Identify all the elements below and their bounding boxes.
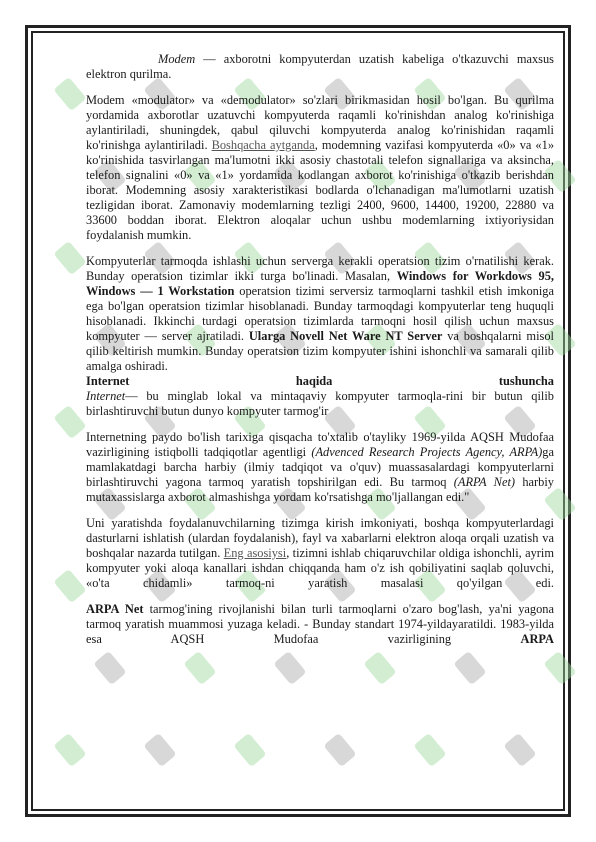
document-body xyxy=(86,52,554,658)
paragraph-internet-definition: Internet— bu minglab lokal va mintaqaviy kompyuter tarmoqla-rini bir butun qilib birlashtiruvchi butun dunyo kompyuter tarmog'ir xyxy=(86,389,554,418)
paragraph-network-design: Uni yaratishda foydalanuvchilarning tizimga kirish imkoniyati, boshqa kompyuterlardagi dasturlarni ishlatish (ulardan foydalanish), fayl va xabarlarni elektron aloqa orqali uzatish va boshqalar nazarda tutilgan. Eng asosiysi, tizimni ishlab chiqaruvchilar oldiga ishonchli, ayrim kompyuter yoki aloqa kanallari ishdan chiqqanda ham o'z ish qobiliyatini saqlab qoluvchi, «o'ta chidamli» tarmoq-ni yaratish masalasi qo'yilgan edi. xyxy=(86,516,554,590)
term-internet: Internet xyxy=(86,389,126,403)
paragraph-arpanet: ARPA Net tarmog'ining rivojlanishi bilan turli tarmoqlarni o'zaro bog'lash, ya'ni yagona tarmoq yaratish muammosi yuzaga keladi. - Bunday standart 1974-yildayaratildi. 1983-yilda esa AQSH Mudofaa vazirligining ARPA xyxy=(86,602,554,646)
paragraph-internet-history: Internetning paydo bo'lish tarixiga qisqacha to'xtalib o'tayliky 1969-yilda AQSH Mudofaa vazirligining istiqbolli tadqiqotlar agentligi (Advenced Research Projects Agency, ARPA)ga mamlakatdagi barcha harbiy (ilmiy tadqiqot va o'quv) muassasalardagi kompyuterlarni birlashtiruvchi yagona tarmoq yaratish topshirilgan edi. Bu tarmoq (ARPA Net) harbiy mutaxassislarga axborot almashishga yordam ko'rsatishga mo'ljallangan edi." xyxy=(86,430,554,504)
term-modem: Modem xyxy=(158,52,196,66)
link-eng-asosiysi[interactable]: Eng asosiysi xyxy=(223,546,287,560)
paragraph-operating-systems: Kompyuterlar tarmoqda ishlashi uchun serverga kerakli operatsion tizim o'rnatilishi kerak. Bunday operatsion tizimlar ikki turga bo'linadi. Masalan, Windows for Workdows 95, Windows — 1 Workstation operatsion tizimi serversiz tarmoqlarni tashkil etish imkoniga ega bo'lgan operatsion tizimlar hisoblanadi. Bunday tarmoqdagi kompyuterlar teng huquqli hisoblanadi. Ikkinchi turdagi operatsion tizimlarda tarmoqni hosil qilish uchun maxsus kompyuter — server ajratiladi. Ularga Novell Net Ware NT Server va boshqalarni misol qilib keltirish mumkin. Bunday operatsion tizim kompyuter ishini ishonchli va samarali qilib amalga oshiradi. xyxy=(86,254,554,373)
section-heading-internet: Internet haqida tushuncha xyxy=(86,374,554,388)
link-boshqacha-aytganda[interactable]: Boshqacha aytganda xyxy=(211,138,315,152)
paragraph-modem-definition: Modem — axborotni kompyuterdan uzatish kabeliga o'tkazuvchi maxsus elektron qurilma. xyxy=(86,52,554,81)
paragraph-modem-description: Modem «modulator» va «demodulator» so'zlari birikmasidan hosil bo'lgan. Bu qurilma yordamida axborotlar uzatuvchi kompyuterda raqamli ko'rinishdan analog ko'rinishiga aylantiriladi, shuningdek, qabul qiluvchi kompyuterda analog ko'rinishidan raqamli ko'rinishga aylantiriladi. Boshqacha aytganda, modemning vazifasi kompyuterda «0» va «1» ko'rinishida tasvirlangan ma'lumotni ikki asosiy chastotali telefon signallariga va aksincha, telefon signalini «0» va «1» yordamida kodlangan axborot ko'rinishiga o'tkazib berishdan iborat. Modemning asosiy xarakteristikasi bodlarda o'lchanadigan ma'lumotlarni uzatish tezligidan iborat. Zamonaviy modemlarning tezligi 2400, 9600, 14400, 19200, 22880 va 33600 boddan iborat. Elektron aloqalar uchun ushbu modemlarning ixtiyoriysidan foydalanish mumkin. xyxy=(86,93,555,242)
